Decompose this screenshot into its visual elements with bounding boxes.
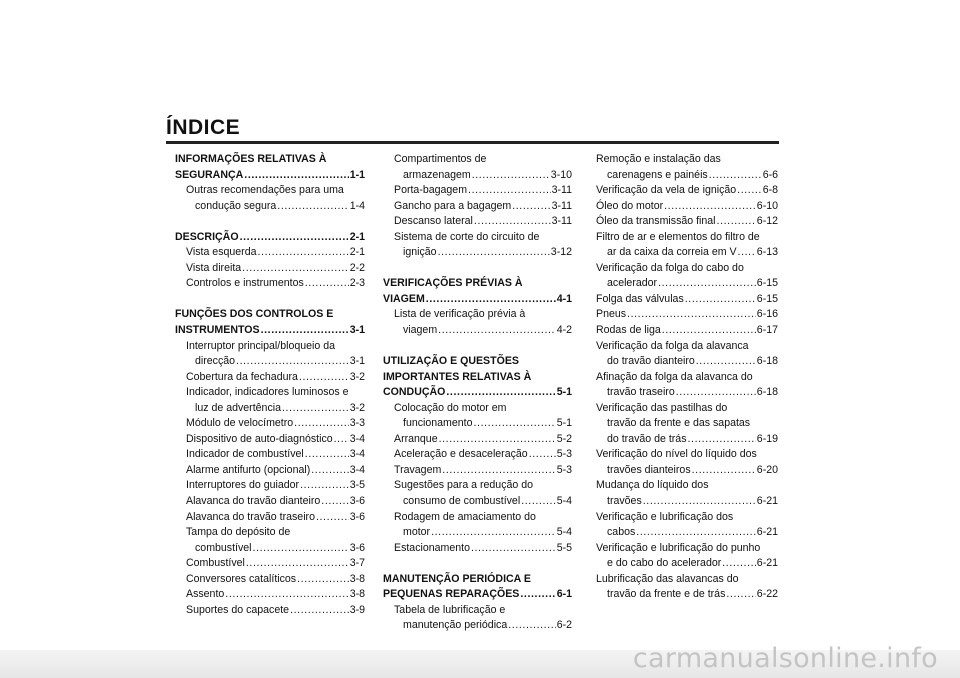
- toc-page-number: 1-1: [349, 168, 365, 181]
- toc-entry-title: PEQUENAS REPARAÇÕES: [383, 588, 520, 601]
- toc-entry-title: Cobertura da fechadura: [186, 370, 298, 383]
- toc-entry-line: Verificação das pastilhas do: [596, 401, 728, 414]
- toc-entry-title: Indicador de combustível: [186, 448, 304, 461]
- toc-entry-title: Combustível: [186, 557, 245, 570]
- toc-entry-title: combustível: [195, 541, 252, 554]
- toc-page-number: 2-1: [349, 246, 365, 259]
- toc-entry-title: Verificação da vela de ignição: [596, 184, 737, 197]
- toc-entry-title: DESCRIÇÃO: [175, 230, 239, 243]
- toc-entry-title: Aceleração e desaceleração: [394, 448, 528, 461]
- toc-entry-line: Sistema de corte do circuito de: [394, 230, 540, 243]
- toc-page-number: 3-11: [551, 199, 572, 212]
- toc-entry-line: Afinação da folga da alavanca do: [596, 370, 753, 383]
- toc-entry: [383, 214, 572, 230]
- toc-page-number: 3-11: [551, 215, 572, 228]
- toc-page-number: 4-1: [556, 292, 572, 305]
- toc-page-number: 3-2: [349, 401, 365, 414]
- toc-entry-line: Remoção e instalação das: [596, 153, 721, 165]
- toc-entry: [175, 416, 365, 432]
- toc-entry-title: condução segura: [195, 199, 277, 212]
- toc-entry-line: Lubrificação das alavancas do: [596, 572, 739, 585]
- toc-page-number: 3-3: [349, 417, 365, 430]
- toc-entry-title: Descanso lateral: [394, 215, 473, 228]
- toc-entry-title: Suportes do capacete: [186, 603, 290, 616]
- toc-entry: [175, 510, 365, 526]
- toc-entry: [596, 183, 778, 199]
- toc-spacer: [175, 214, 365, 230]
- toc-column-2: [383, 152, 572, 634]
- toc-entry-title: do travão dianteiro: [607, 355, 695, 368]
- toc-leader-dots: [438, 323, 556, 339]
- toc-page-number: 5-1: [556, 386, 572, 399]
- toc-entry-line: Lista de verificação prévia à: [394, 308, 526, 321]
- toc-page-number: 6-6: [762, 168, 778, 181]
- toc-page-number: 6-18: [756, 355, 778, 368]
- toc-leader-dots: [643, 494, 756, 510]
- toc-page-number: 3-2: [349, 370, 365, 383]
- toc-entry: [175, 587, 365, 603]
- toc-section-heading: INFORMAÇÕES RELATIVAS À: [175, 153, 327, 165]
- toc-leader-dots: [240, 230, 349, 246]
- toc-page-number: 5-3: [556, 448, 572, 461]
- toc-page-number: 3-1: [349, 355, 365, 368]
- toc-entry: [383, 494, 572, 510]
- toc-leader-dots: [426, 292, 556, 308]
- toc-entry: [175, 432, 365, 448]
- toc-entry-line: Tampa do depósito de: [186, 526, 291, 539]
- toc-leader-dots: [334, 432, 349, 448]
- toc-entry: [596, 199, 778, 215]
- toc-entry-title: Arranque: [394, 432, 438, 445]
- toc-entry: [383, 183, 572, 199]
- toc-page-number: 3-6: [349, 495, 365, 508]
- toc-entry-title: e do cabo do acelerador: [607, 557, 722, 570]
- toc-entry: [175, 276, 365, 292]
- toc-entry-title: Alavanca do travão dianteiro: [186, 495, 321, 508]
- toc-page-number: 6-12: [756, 215, 778, 228]
- toc-leader-dots: [627, 307, 756, 323]
- toc-entry-title: direcção: [195, 355, 236, 368]
- toc-leader-dots: [446, 385, 555, 401]
- toc-entry-line: Mudança do líquido dos: [596, 479, 709, 492]
- toc-leader-dots: [242, 261, 349, 277]
- toc-entry-line: Verificação da folga da alavanca: [596, 339, 749, 352]
- toc-column-3: [596, 152, 778, 603]
- toc-entry-title: VIAGEM: [383, 292, 425, 305]
- toc-page-number: 6-2: [556, 619, 572, 632]
- toc-entry: [175, 370, 365, 386]
- toc-entry: [596, 276, 778, 292]
- toc-page-number: 3-12: [550, 246, 572, 259]
- toc-entry: [175, 354, 365, 370]
- toc-leader-dots: [299, 370, 349, 386]
- toc-spacer: [383, 261, 572, 277]
- toc-page-number: 6-15: [756, 277, 778, 290]
- toc-entry: [175, 556, 365, 572]
- toc-page-number: 3-10: [550, 168, 572, 181]
- toc-page-number: 6-8: [762, 184, 778, 197]
- toc-page-number: 3-4: [349, 448, 365, 461]
- toc-leader-dots: [717, 214, 756, 230]
- toc-page-number: 6-21: [756, 557, 778, 570]
- toc-entry-title: Rodas de liga: [596, 324, 661, 337]
- toc-page-number: 6-20: [756, 463, 778, 476]
- toc-page-number: 6-21: [756, 526, 778, 539]
- toc-entry-title: Travagem: [394, 463, 442, 476]
- toc-entry-line: Rodagem de amaciamento do: [394, 510, 536, 523]
- toc-entry: [596, 463, 778, 479]
- toc-leader-dots: [290, 603, 349, 619]
- toc-entry-title: motor: [403, 526, 431, 539]
- toc-page-number: 6-15: [756, 292, 778, 305]
- toc-leader-dots: [244, 168, 348, 184]
- toc-page-number: 3-8: [349, 572, 365, 585]
- toc-page-number: 6-19: [756, 432, 778, 445]
- toc-page-number: 6-22: [756, 588, 778, 601]
- toc-leader-dots: [676, 385, 756, 401]
- toc-leader-dots: [696, 354, 756, 370]
- toc-leader-dots: [662, 323, 756, 339]
- toc-leader-dots: [468, 183, 551, 199]
- watermark-text: carmanualsonline.info: [632, 643, 938, 674]
- toc-page-number: 5-3: [556, 463, 572, 476]
- toc-entry: [596, 245, 778, 261]
- footer-bar: [0, 643, 960, 678]
- toc-entry-line: Colocação do motor em: [394, 401, 507, 414]
- toc-entry: [596, 556, 778, 572]
- toc-leader-dots: [722, 556, 756, 572]
- toc-entry-title: Porta-bagagem: [394, 184, 468, 197]
- toc-entry: [175, 261, 365, 277]
- toc-entry: [175, 572, 365, 588]
- toc-entry: [383, 525, 572, 541]
- toc-leader-dots: [305, 276, 349, 292]
- toc-page-number: 3-8: [349, 588, 365, 601]
- toc-entry-title: Conversores catalíticos: [186, 572, 297, 585]
- toc-entry-title: Vista direita: [186, 261, 242, 274]
- toc-entry: [175, 478, 365, 494]
- toc-page-number: 2-3: [349, 277, 365, 290]
- toc-leader-dots: [316, 510, 349, 526]
- toc-entry: [383, 416, 572, 432]
- toc-entry-title: Gancho para a bagagem: [394, 199, 512, 212]
- toc-section-heading: UTILIZAÇÃO E QUESTÕES: [383, 355, 519, 368]
- toc-page-number: 2-1: [349, 230, 365, 243]
- toc-entry-title: Óleo do motor: [596, 199, 664, 212]
- toc-entry-title: Assento: [186, 588, 225, 601]
- toc-entry-title: Alavanca do travão traseiro: [186, 510, 315, 523]
- toc-leader-dots: [474, 214, 551, 230]
- toc-entry: [383, 541, 572, 557]
- toc-entry-line: Outras recomendações para uma: [186, 184, 344, 197]
- toc-page-number: 6-1: [556, 588, 572, 601]
- toc-entry: [383, 447, 572, 463]
- toc-entry-title: Interruptores do guiador: [186, 479, 300, 492]
- toc-entry-title: viagem: [403, 324, 438, 337]
- toc-entry-line: Interruptor principal/bloqueio da: [186, 339, 335, 352]
- toc-leader-dots: [726, 587, 755, 603]
- toc-entry-title: Módulo de velocímetro: [186, 417, 294, 430]
- toc-page-number: 3-4: [349, 463, 365, 476]
- toc-entry-title: cabos: [607, 526, 636, 539]
- toc-leader-dots: [439, 432, 556, 448]
- toc-entry-line: travão da frente e das sapatas: [607, 417, 751, 430]
- toc-section-heading: [383, 385, 572, 401]
- toc-leader-dots: [658, 276, 756, 292]
- toc-page-number: 5-4: [556, 495, 572, 508]
- toc-entry-line: Filtro de ar e elementos do filtro de: [596, 230, 760, 243]
- toc-leader-dots: [521, 494, 556, 510]
- toc-entry-title: SEGURANÇA: [175, 168, 244, 181]
- toc-leader-dots: [442, 463, 555, 479]
- toc-entry-title: acelerador: [607, 277, 658, 290]
- toc-entry-line: Verificação e lubrificação dos: [596, 510, 734, 523]
- toc-spacer: [383, 339, 572, 355]
- toc-entry-title: funcionamento: [403, 417, 473, 430]
- toc-page-number: 3-5: [349, 479, 365, 492]
- toc-entry-title: carenagens e painéis: [607, 168, 708, 181]
- toc-entry-title: Vista esquerda: [186, 246, 257, 259]
- toc-leader-dots: [300, 478, 349, 494]
- toc-leader-dots: [277, 199, 348, 215]
- toc-entry: [383, 618, 572, 634]
- toc-leader-dots: [438, 245, 550, 261]
- toc-entry: [383, 245, 572, 261]
- toc-entry-title: ar da caixa da correia em V: [607, 246, 737, 259]
- toc-section-heading: MANUTENÇÃO PERIÓDICA E: [383, 572, 531, 585]
- toc-entry: [596, 385, 778, 401]
- toc-entry-title: Folga das válvulas: [596, 292, 684, 305]
- toc-section-heading: IMPORTANTES RELATIVAS À: [383, 370, 532, 383]
- toc-leader-dots: [508, 618, 555, 634]
- toc-entry: [596, 307, 778, 323]
- toc-entry: [175, 494, 365, 510]
- toc-leader-dots: [636, 525, 756, 541]
- toc-entry: [175, 603, 365, 619]
- toc-entry: [175, 463, 365, 479]
- toc-entry: [383, 323, 572, 339]
- toc-page-number: 3-7: [349, 557, 365, 570]
- toc-entry: [383, 463, 572, 479]
- toc-page-number: 3-11: [551, 184, 572, 197]
- toc-entry-title: CONDUÇÃO: [383, 386, 446, 399]
- toc-leader-dots: [472, 168, 550, 184]
- toc-entry-title: travão traseiro: [607, 386, 675, 399]
- toc-section-heading: [383, 292, 572, 308]
- toc-page-number: 6-13: [756, 246, 778, 259]
- toc-page-number: 3-1: [349, 324, 365, 337]
- toc-page-number: 5-5: [556, 541, 572, 554]
- toc-entry-line: Compartimentos de: [394, 153, 487, 165]
- toc-entry: [596, 214, 778, 230]
- toc-page-number: 3-6: [349, 510, 365, 523]
- toc-entry-title: travão da frente e de trás: [607, 588, 726, 601]
- toc-leader-dots: [261, 323, 349, 339]
- toc-page-number: 1-4: [349, 199, 365, 212]
- toc-section-heading: [175, 230, 365, 246]
- toc-page-number: 2-2: [349, 261, 365, 274]
- toc-entry: [383, 432, 572, 448]
- toc-spacer: [383, 556, 572, 572]
- toc-entry-title: Alarme antifurto (opcional): [186, 463, 311, 476]
- toc-entry-title: Dispositivo de auto-diagnóstico: [186, 432, 333, 445]
- toc-page-number: 3-6: [349, 541, 365, 554]
- toc-page-number: 5-2: [556, 432, 572, 445]
- toc-entry-title: armazenagem: [403, 168, 471, 181]
- toc-entry: [175, 447, 365, 463]
- toc-entry-title: manutenção periódica: [403, 619, 508, 632]
- toc-entry: [383, 168, 572, 184]
- toc-page-number: 6-10: [756, 199, 778, 212]
- toc-entry-title: ignição: [403, 246, 437, 259]
- toc-page-number: 5-4: [556, 526, 572, 539]
- toc-entry: [596, 354, 778, 370]
- toc-page-number: 4-2: [556, 324, 572, 337]
- toc-leader-dots: [737, 183, 762, 199]
- toc-leader-dots: [305, 447, 349, 463]
- toc-page-number: 5-1: [556, 417, 572, 430]
- toc-entry-title: INSTRUMENTOS: [175, 324, 260, 337]
- toc-entry-title: Controlos e instrumentos: [186, 277, 304, 290]
- toc-leader-dots: [431, 525, 556, 541]
- page-title: ÍNDICE: [166, 116, 241, 139]
- toc-leader-dots: [471, 541, 556, 557]
- toc-leader-dots: [321, 494, 348, 510]
- toc-entry: [596, 168, 778, 184]
- toc-entry-title: Pneus: [596, 308, 627, 321]
- toc-entry-line: Tabela de lubrificação e: [394, 603, 506, 616]
- title-rule: [166, 141, 779, 144]
- toc-page-number: 6-17: [756, 324, 778, 337]
- toc-entry: [596, 323, 778, 339]
- toc-entry-title: travões dianteiros: [607, 463, 691, 476]
- toc-entry: [175, 245, 365, 261]
- toc-entry-line: Verificação do nível do líquido dos: [596, 448, 757, 461]
- toc-leader-dots: [297, 572, 349, 588]
- toc-leader-dots: [688, 432, 756, 448]
- toc-page-number: 3-9: [349, 603, 365, 616]
- toc-entry: [596, 587, 778, 603]
- toc-entry: [383, 199, 572, 215]
- toc-entry-title: Estacionamento: [394, 541, 470, 554]
- toc-leader-dots: [294, 416, 349, 432]
- toc-entry: [596, 292, 778, 308]
- toc-section-heading: [383, 587, 572, 603]
- toc-leader-dots: [474, 416, 556, 432]
- toc-leader-dots: [520, 587, 555, 603]
- toc-section-heading: [175, 323, 365, 339]
- toc-leader-dots: [236, 354, 349, 370]
- toc-spacer: [175, 292, 365, 308]
- toc-entry-title: Óleo da transmissão final: [596, 215, 716, 228]
- toc-leader-dots: [257, 245, 348, 261]
- toc-leader-dots: [709, 168, 762, 184]
- toc-leader-dots: [512, 199, 550, 215]
- toc-section-heading: [175, 168, 365, 184]
- toc-page-number: 3-4: [349, 432, 365, 445]
- toc-entry: [175, 541, 365, 557]
- toc-leader-dots: [692, 463, 756, 479]
- toc-leader-dots: [246, 556, 349, 572]
- toc-page-number: 6-16: [756, 308, 778, 321]
- toc-entry: [596, 432, 778, 448]
- toc-leader-dots: [738, 245, 756, 261]
- toc-entry: [175, 401, 365, 417]
- toc-entry-line: Verificação e lubrificação do punho: [596, 541, 761, 554]
- toc-entry-line: Sugestões para a redução do: [394, 479, 533, 492]
- toc-leader-dots: [664, 199, 756, 215]
- toc-page-number: 6-21: [756, 495, 778, 508]
- toc-section-heading: VERIFICAÇÕES PRÉVIAS À: [383, 277, 523, 290]
- toc-leader-dots: [529, 447, 556, 463]
- toc-entry-title: luz de advertência: [195, 401, 281, 414]
- toc-column-1: [175, 152, 365, 618]
- toc-leader-dots: [253, 541, 349, 557]
- toc-page-number: 6-18: [756, 386, 778, 399]
- toc-entry: [596, 494, 778, 510]
- toc-leader-dots: [685, 292, 756, 308]
- toc-leader-dots: [311, 463, 348, 479]
- toc-section-heading: FUNÇÕES DOS CONTROLOS E: [175, 308, 334, 321]
- toc-entry-title: consumo de combustível: [403, 495, 521, 508]
- toc-leader-dots: [225, 587, 348, 603]
- toc-entry-title: do travão de trás: [607, 432, 687, 445]
- toc-entry: [175, 199, 365, 215]
- toc-entry-line: Verificação da folga do cabo do: [596, 261, 744, 274]
- toc-entry-title: travões: [607, 495, 642, 508]
- toc-leader-dots: [282, 401, 349, 417]
- toc-entry-line: Indicador, indicadores luminosos e: [186, 386, 349, 399]
- toc-entry: [596, 525, 778, 541]
